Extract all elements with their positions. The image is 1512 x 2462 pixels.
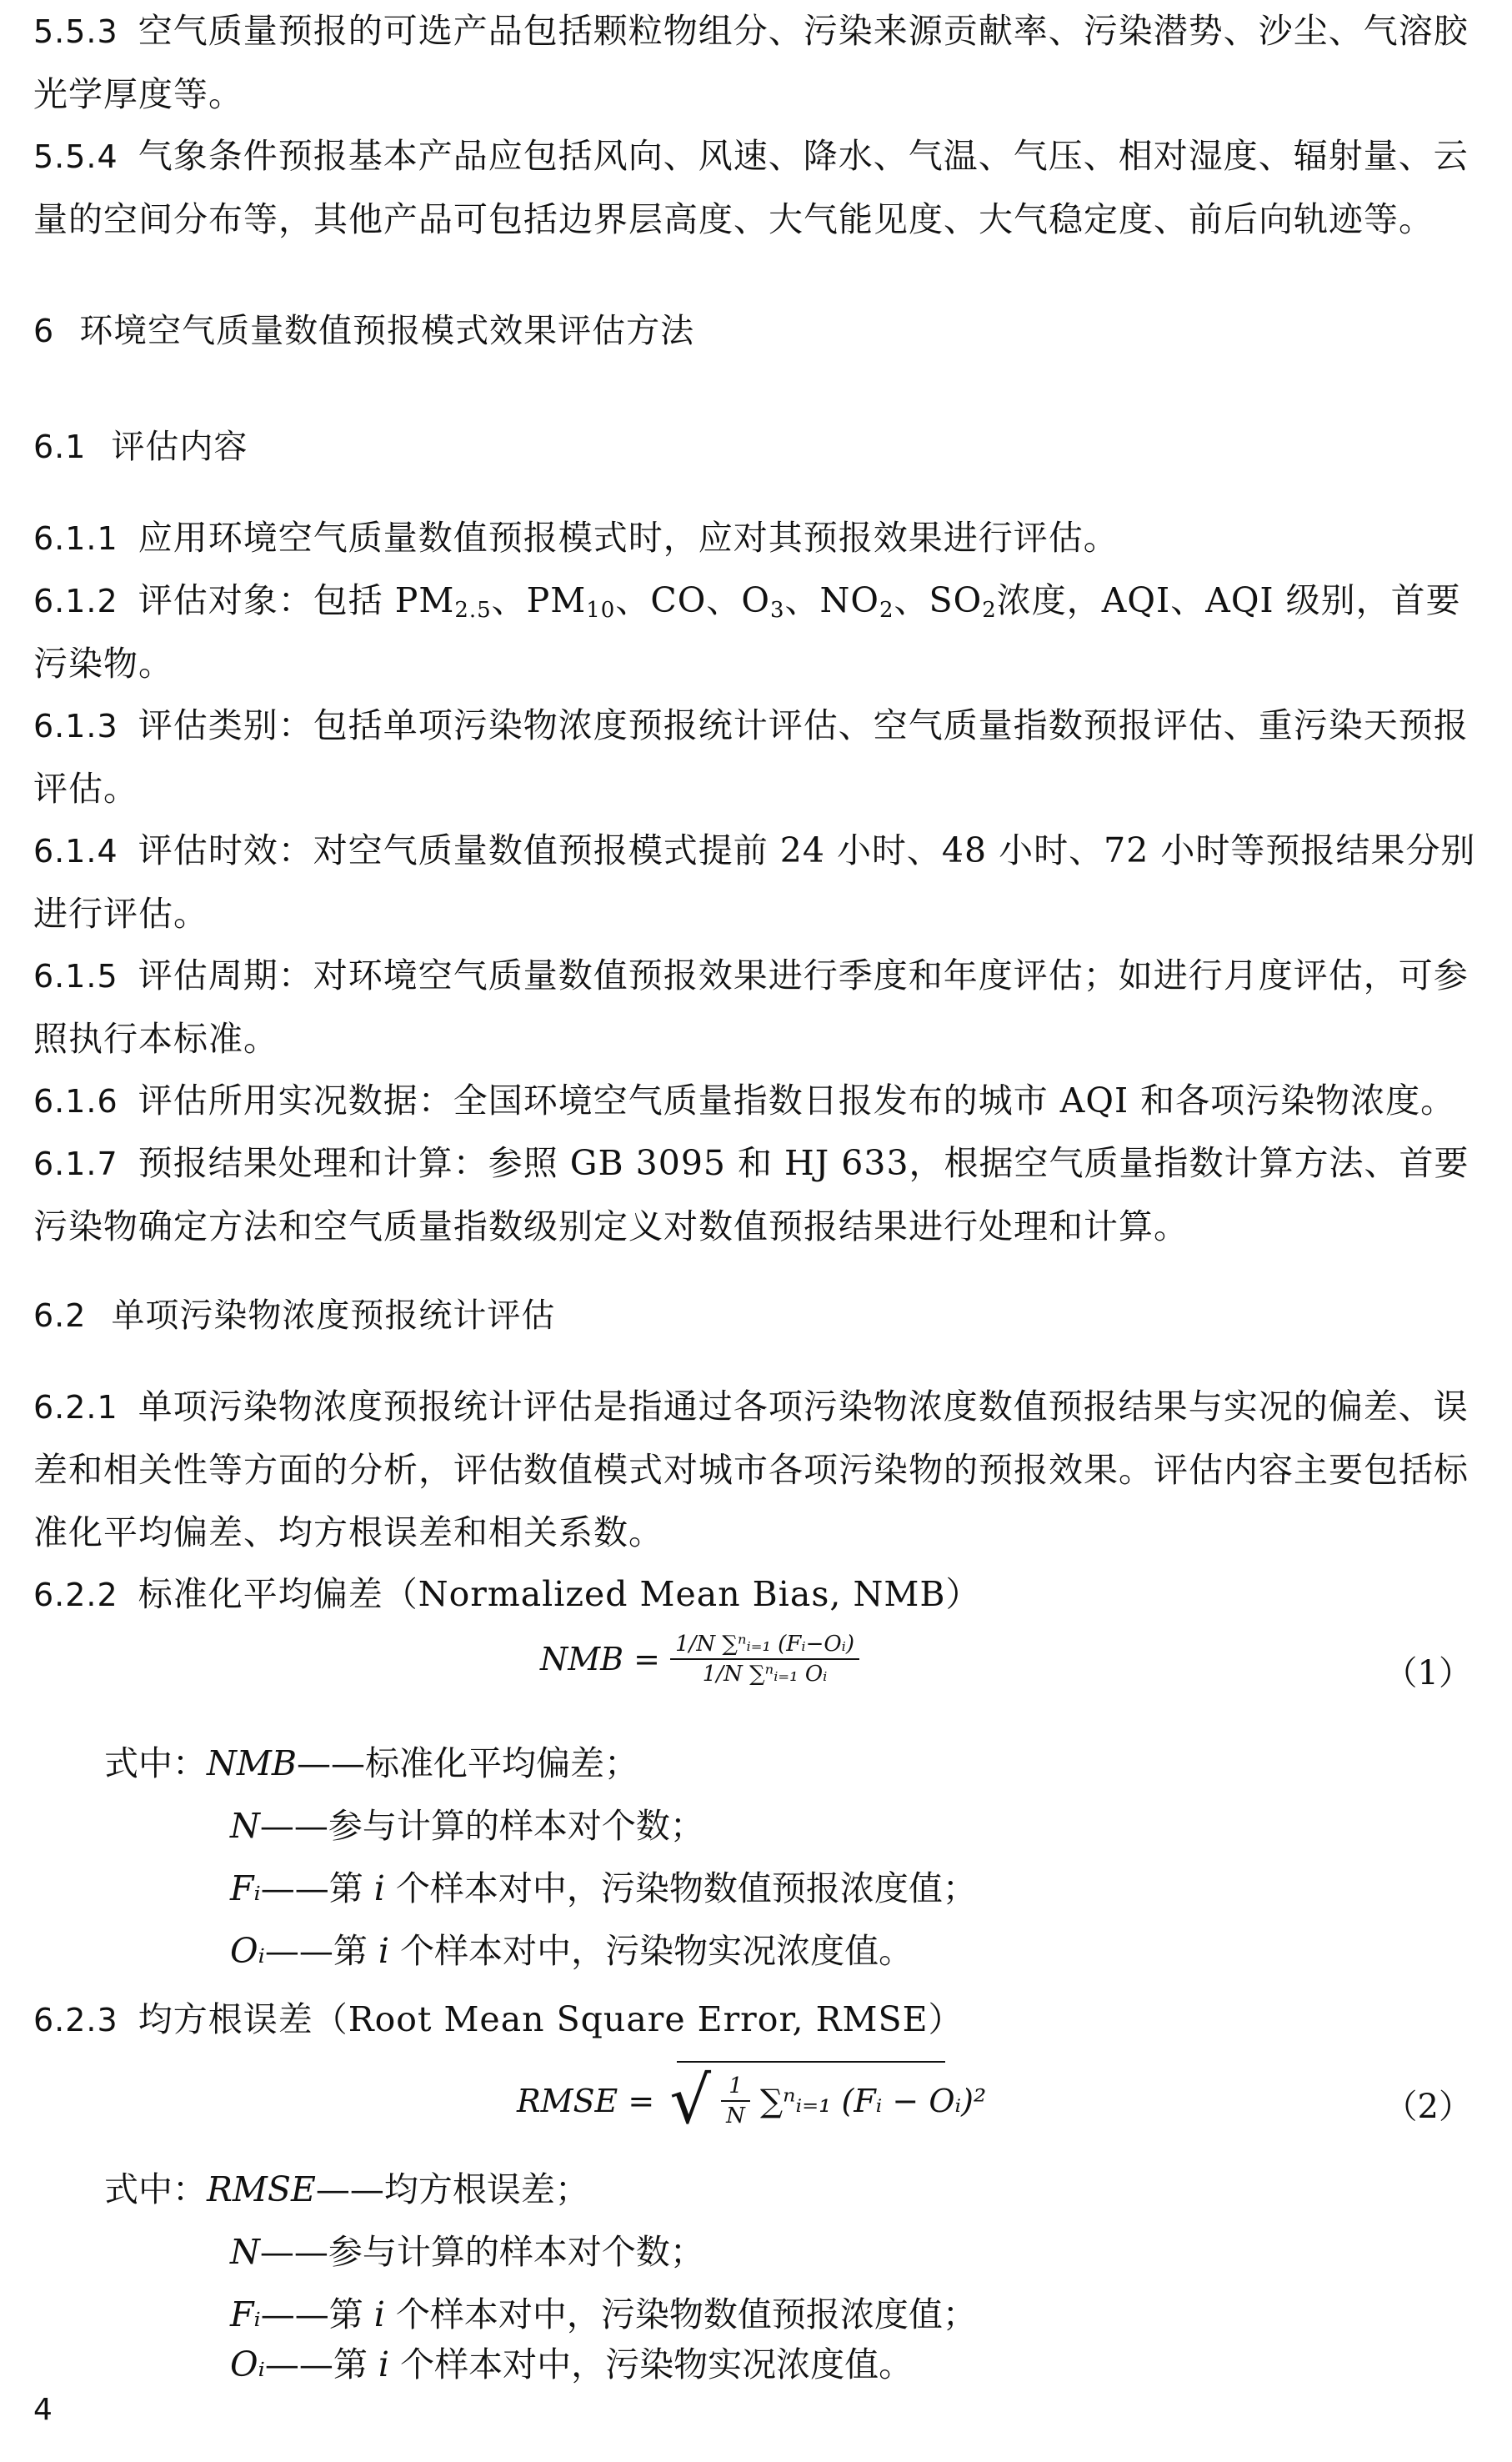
definition-fi bbox=[230, 1863, 977, 1913]
clause-text: 、SO bbox=[894, 580, 983, 620]
clause-text: 空气质量预报的可选产品包括颗粒物组分、污染来源贡献率、污染潜势、沙尘、气溶胶光学厚度等。 bbox=[33, 11, 1469, 114]
clause-6-1-2 bbox=[33, 569, 1484, 695]
clause-text: 、CO、O bbox=[615, 580, 770, 620]
clause-text: 单项污染物浓度预报统计评估是指通过各项污染物浓度数值预报结果与实况的偏差、误差和相关性等方面的分析，评估数值模式对城市各项污染物的预报效果。评估内容主要包括标准化平均偏差、均方根误差和相关系数。 bbox=[33, 1386, 1469, 1552]
clause-text: 、NO bbox=[784, 580, 879, 620]
equation-number: （1） bbox=[1384, 1654, 1472, 1692]
equation-number: （2） bbox=[1384, 2088, 1472, 2126]
clause-text: 均方根误差（Root Mean Square Error, RMSE） bbox=[138, 1999, 964, 2039]
symbol: i bbox=[378, 1931, 390, 1971]
clause-text: 标准化平均偏差（Normalized Mean Bias, NMB） bbox=[138, 1574, 981, 1614]
symbol: Oᵢ bbox=[230, 1931, 265, 1971]
section-heading-6-2 bbox=[33, 1291, 555, 1341]
clause-6-2-1 bbox=[33, 1376, 1484, 1564]
equation-nmb bbox=[540, 1630, 859, 1688]
definition-text: ——参与计算的样本对个数； bbox=[259, 1806, 704, 1846]
clause-number: 6.1.7 bbox=[33, 1146, 118, 1182]
definition-text: ——第 bbox=[260, 1868, 374, 1908]
definition-text: ——第 bbox=[264, 1931, 378, 1971]
definition-nmb bbox=[104, 1738, 638, 1788]
clause-6-2-2 bbox=[33, 1563, 1484, 1627]
clause-number: 6.1.2 bbox=[33, 583, 118, 619]
denominator: 1/N ∑ⁿᵢ₌₁ Oᵢ bbox=[702, 1662, 828, 1687]
clause-text: 浓度，AQI、AQI 级别，首要污染物。 bbox=[33, 580, 1461, 684]
section-title: 环境空气质量数值预报模式效果评估方法 bbox=[79, 312, 695, 350]
clause-6-1-3 bbox=[33, 694, 1484, 820]
symbol: Fᵢ bbox=[230, 2294, 261, 2334]
subscript: 10 bbox=[586, 598, 616, 623]
clause-number: 6.1.6 bbox=[33, 1083, 118, 1120]
equation-body: ∑ⁿᵢ₌₁ (Fᵢ − Oᵢ)² bbox=[759, 2083, 987, 2119]
definition-intro: 式中： bbox=[104, 1743, 207, 1783]
equation-lhs: RMSE = bbox=[517, 2083, 655, 2119]
numerator: 1/N ∑ⁿᵢ₌₁ (Fᵢ−Oᵢ) bbox=[670, 1630, 859, 1660]
section-title: 评估内容 bbox=[111, 428, 248, 466]
symbol: i bbox=[373, 1868, 385, 1908]
definition-n bbox=[230, 2227, 704, 2277]
symbol: Oᵢ bbox=[230, 2344, 265, 2384]
page-number: 4 bbox=[33, 2393, 53, 2427]
clause-text: 评估周期：对环境空气质量数值预报效果进行季度和年度评估；如进行月度评估，可参照执行本标准。 bbox=[33, 955, 1469, 1059]
clause-6-1-7 bbox=[33, 1132, 1484, 1258]
clause-text: 、PM bbox=[491, 580, 587, 620]
clause-5-5-4 bbox=[33, 125, 1484, 251]
clause-text: 应用环境空气质量数值预报模式时，应对其预报效果进行评估。 bbox=[138, 518, 1119, 558]
equation-rmse bbox=[517, 2063, 986, 2139]
symbol: NMB bbox=[207, 1743, 297, 1783]
symbol: Fᵢ bbox=[230, 1868, 261, 1908]
fraction bbox=[670, 1630, 859, 1688]
sqrt-sign: √ bbox=[669, 2063, 712, 2139]
definition-fi bbox=[230, 2289, 977, 2339]
symbol: i bbox=[378, 2344, 390, 2384]
clause-number: 6.2.3 bbox=[33, 2002, 118, 2038]
clause-6-1-4 bbox=[33, 820, 1484, 945]
clause-number: 6.1.1 bbox=[33, 520, 118, 557]
clause-6-2-3 bbox=[33, 1988, 1484, 2052]
section-number: 6 bbox=[33, 313, 55, 349]
clause-number: 6.1.4 bbox=[33, 833, 118, 870]
subscript: 2 bbox=[982, 598, 997, 623]
definition-text: 个样本对中，污染物实况浓度值。 bbox=[389, 2344, 914, 2384]
clause-6-1-6 bbox=[33, 1070, 1484, 1133]
clause-text: 预报结果处理和计算：参照 GB 3095 和 HJ 633，根据空气质量指数计算方法、首要污染物确定方法和空气质量指数级别定义对数值预报结果进行处理和计算。 bbox=[33, 1143, 1469, 1246]
clause-number: 6.1.3 bbox=[33, 708, 118, 745]
subscript: 2 bbox=[879, 598, 894, 623]
symbol: N bbox=[230, 2232, 260, 2272]
symbol: N bbox=[230, 1806, 260, 1846]
clause-text: 评估所用实况数据：全国环境空气质量指数日报发布的城市 AQI 和各项污染物浓度。 bbox=[138, 1081, 1456, 1121]
clause-text: 评估类别：包括单项污染物浓度预报统计评估、空气质量指数预报评估、重污染天预报评估。 bbox=[33, 705, 1469, 809]
subscript: 3 bbox=[769, 598, 785, 623]
definition-text: ——标准化平均偏差； bbox=[297, 1743, 638, 1783]
clause-number: 6.1.5 bbox=[33, 958, 118, 995]
section-title: 单项污染物浓度预报统计评估 bbox=[111, 1296, 556, 1335]
definition-text: 个样本对中，污染物数值预报浓度值； bbox=[384, 2294, 977, 2334]
definition-text: 个样本对中，污染物数值预报浓度值； bbox=[384, 1868, 977, 1908]
definition-n bbox=[230, 1801, 704, 1851]
definition-text: ——参与计算的样本对个数； bbox=[259, 2232, 704, 2272]
section-number: 6.1 bbox=[33, 429, 87, 465]
definition-oi bbox=[230, 2339, 913, 2389]
clause-text: 评估对象：包括 PM bbox=[138, 580, 455, 620]
symbol: RMSE bbox=[207, 2169, 316, 2209]
clause-number: 5.5.4 bbox=[33, 138, 118, 175]
subscript: 2.5 bbox=[454, 598, 492, 623]
clause-number: 5.5.3 bbox=[33, 13, 118, 50]
equation-lhs: NMB = bbox=[540, 1641, 661, 1677]
section-number: 6.2 bbox=[33, 1297, 87, 1334]
clause-6-1-1 bbox=[33, 507, 1484, 570]
fraction-one-over-n: $\frac{1}{N}$ bbox=[721, 2072, 750, 2130]
definition-text: ——均方根误差； bbox=[315, 2169, 589, 2209]
clause-5-5-3 bbox=[33, 0, 1484, 126]
definition-oi bbox=[230, 1926, 913, 1976]
clause-6-1-5 bbox=[33, 945, 1484, 1071]
sqrt-bar bbox=[677, 2061, 945, 2063]
section-heading-6 bbox=[33, 306, 694, 356]
definition-text: ——第 bbox=[264, 2344, 378, 2384]
definition-text: 个样本对中，污染物实况浓度值。 bbox=[389, 1931, 914, 1971]
clause-number: 6.2.2 bbox=[33, 1577, 118, 1613]
clause-number: 6.2.1 bbox=[33, 1389, 118, 1426]
definition-rmse bbox=[104, 2164, 589, 2214]
definition-intro: 式中： bbox=[104, 2169, 207, 2209]
clause-text: 评估时效：对空气质量数值预报模式提前 24 小时、48 小时、72 小时等预报结果分别进行评估。 bbox=[33, 830, 1476, 934]
clause-text: 气象条件预报基本产品应包括风向、风速、降水、气温、气压、相对湿度、辐射量、云量的空间分布等，其他产品可包括边界层高度、大气能见度、大气稳定度、前后向轨迹等。 bbox=[33, 136, 1469, 239]
definition-text: ——第 bbox=[260, 2294, 374, 2334]
section-heading-6-1 bbox=[33, 422, 248, 472]
symbol: i bbox=[373, 2294, 385, 2334]
